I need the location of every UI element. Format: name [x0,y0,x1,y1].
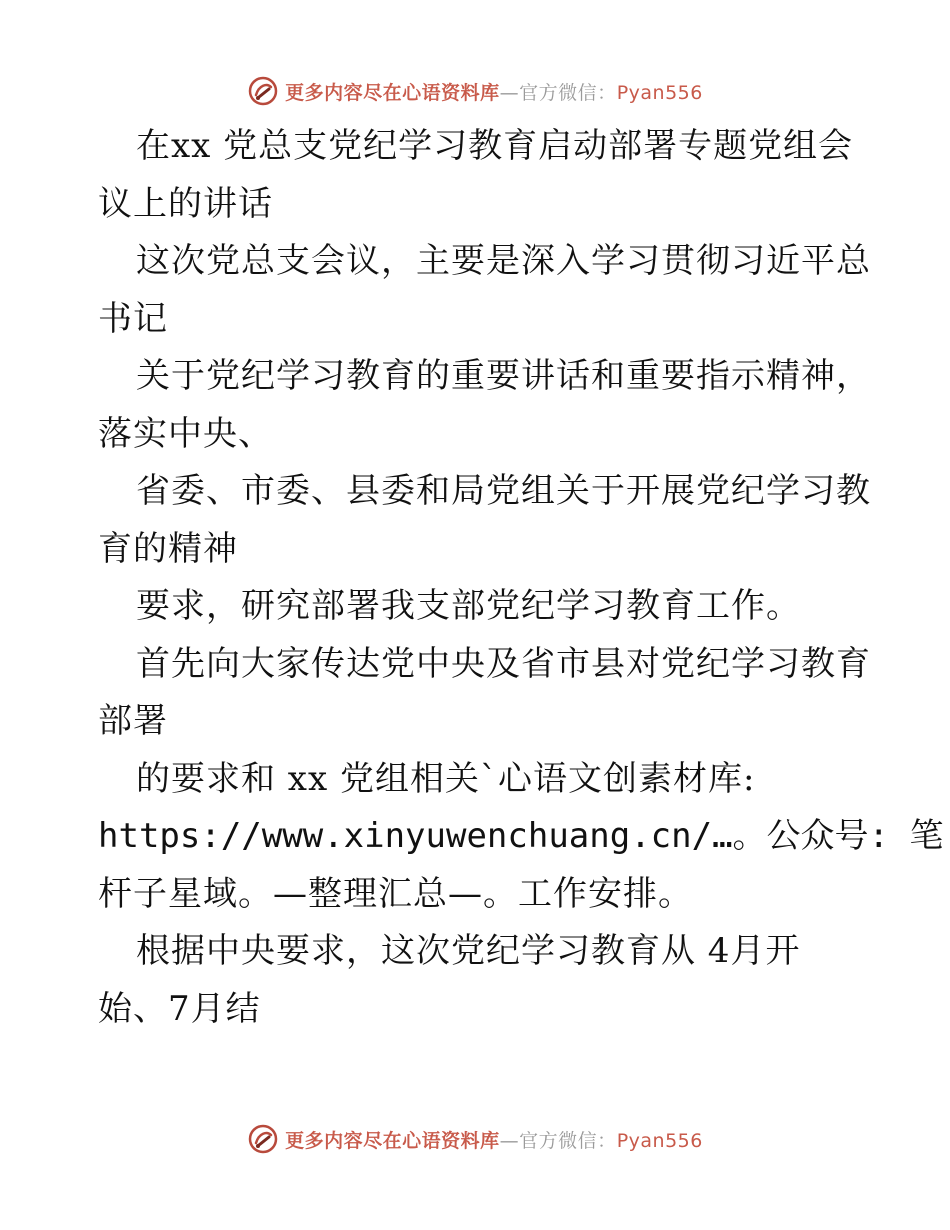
header-wechat-label: 官方微信： [519,81,617,104]
brand-logo-icon [247,75,279,107]
body-line-title-1: 在xx 党总支党纪学习教育启动部署专题党组会 [136,126,854,166]
footer-wechat-label: 官方微信： [519,1129,617,1152]
body-line-7: 省委、市委、县委和局党组关于开展党纪学习教 [136,471,871,511]
brand-logo-icon [247,1123,279,1155]
body-line-3: 这次党总支会议，主要是深入学习贯彻习近平总 [136,241,871,281]
body-line-8: 育的精神 [98,528,238,569]
body-line-16: 始、7月结 [98,988,261,1029]
header-wechat-id: Pyan556 [616,81,703,104]
body-line-10: 首先向大家传达党中央及省市县对党纪学习教育 [136,643,871,684]
document-body [98,118,944,1038]
body-line-12: 的要求和 xx 党组相关`心语文创素材库: [136,758,756,799]
body-line-5: 关于党纪学习教育的重要讲话和重要指示精神， [136,356,871,396]
footer-banner [0,1119,950,1159]
body-line-4: 书记 [98,298,168,339]
footer-wechat-id: Pyan556 [616,1129,703,1152]
body-line-title-2: 议上的讲话 [98,183,273,224]
body-line-11: 部署 [98,701,168,741]
body-line-15: 根据中央要求，这次党纪学习教育从 4月开 [136,931,801,971]
body-line-6: 落实中央、 [98,413,273,454]
header-banner [0,71,950,111]
body-line-9: 要求，研究部署我支部党纪学习教育工作。 [136,586,801,626]
header-dash: — [499,81,520,104]
body-line-url: https://www.xinyuwenchuang.cn/…。公众号: 笔 [98,816,944,856]
footer-dash: — [499,1129,520,1152]
header-slogan: 更多内容尽在心语资料库 [285,81,500,104]
footer-slogan: 更多内容尽在心语资料库 [285,1129,500,1152]
body-line-14: 杆子星域。—整理汇总—。工作安排。 [98,873,693,914]
